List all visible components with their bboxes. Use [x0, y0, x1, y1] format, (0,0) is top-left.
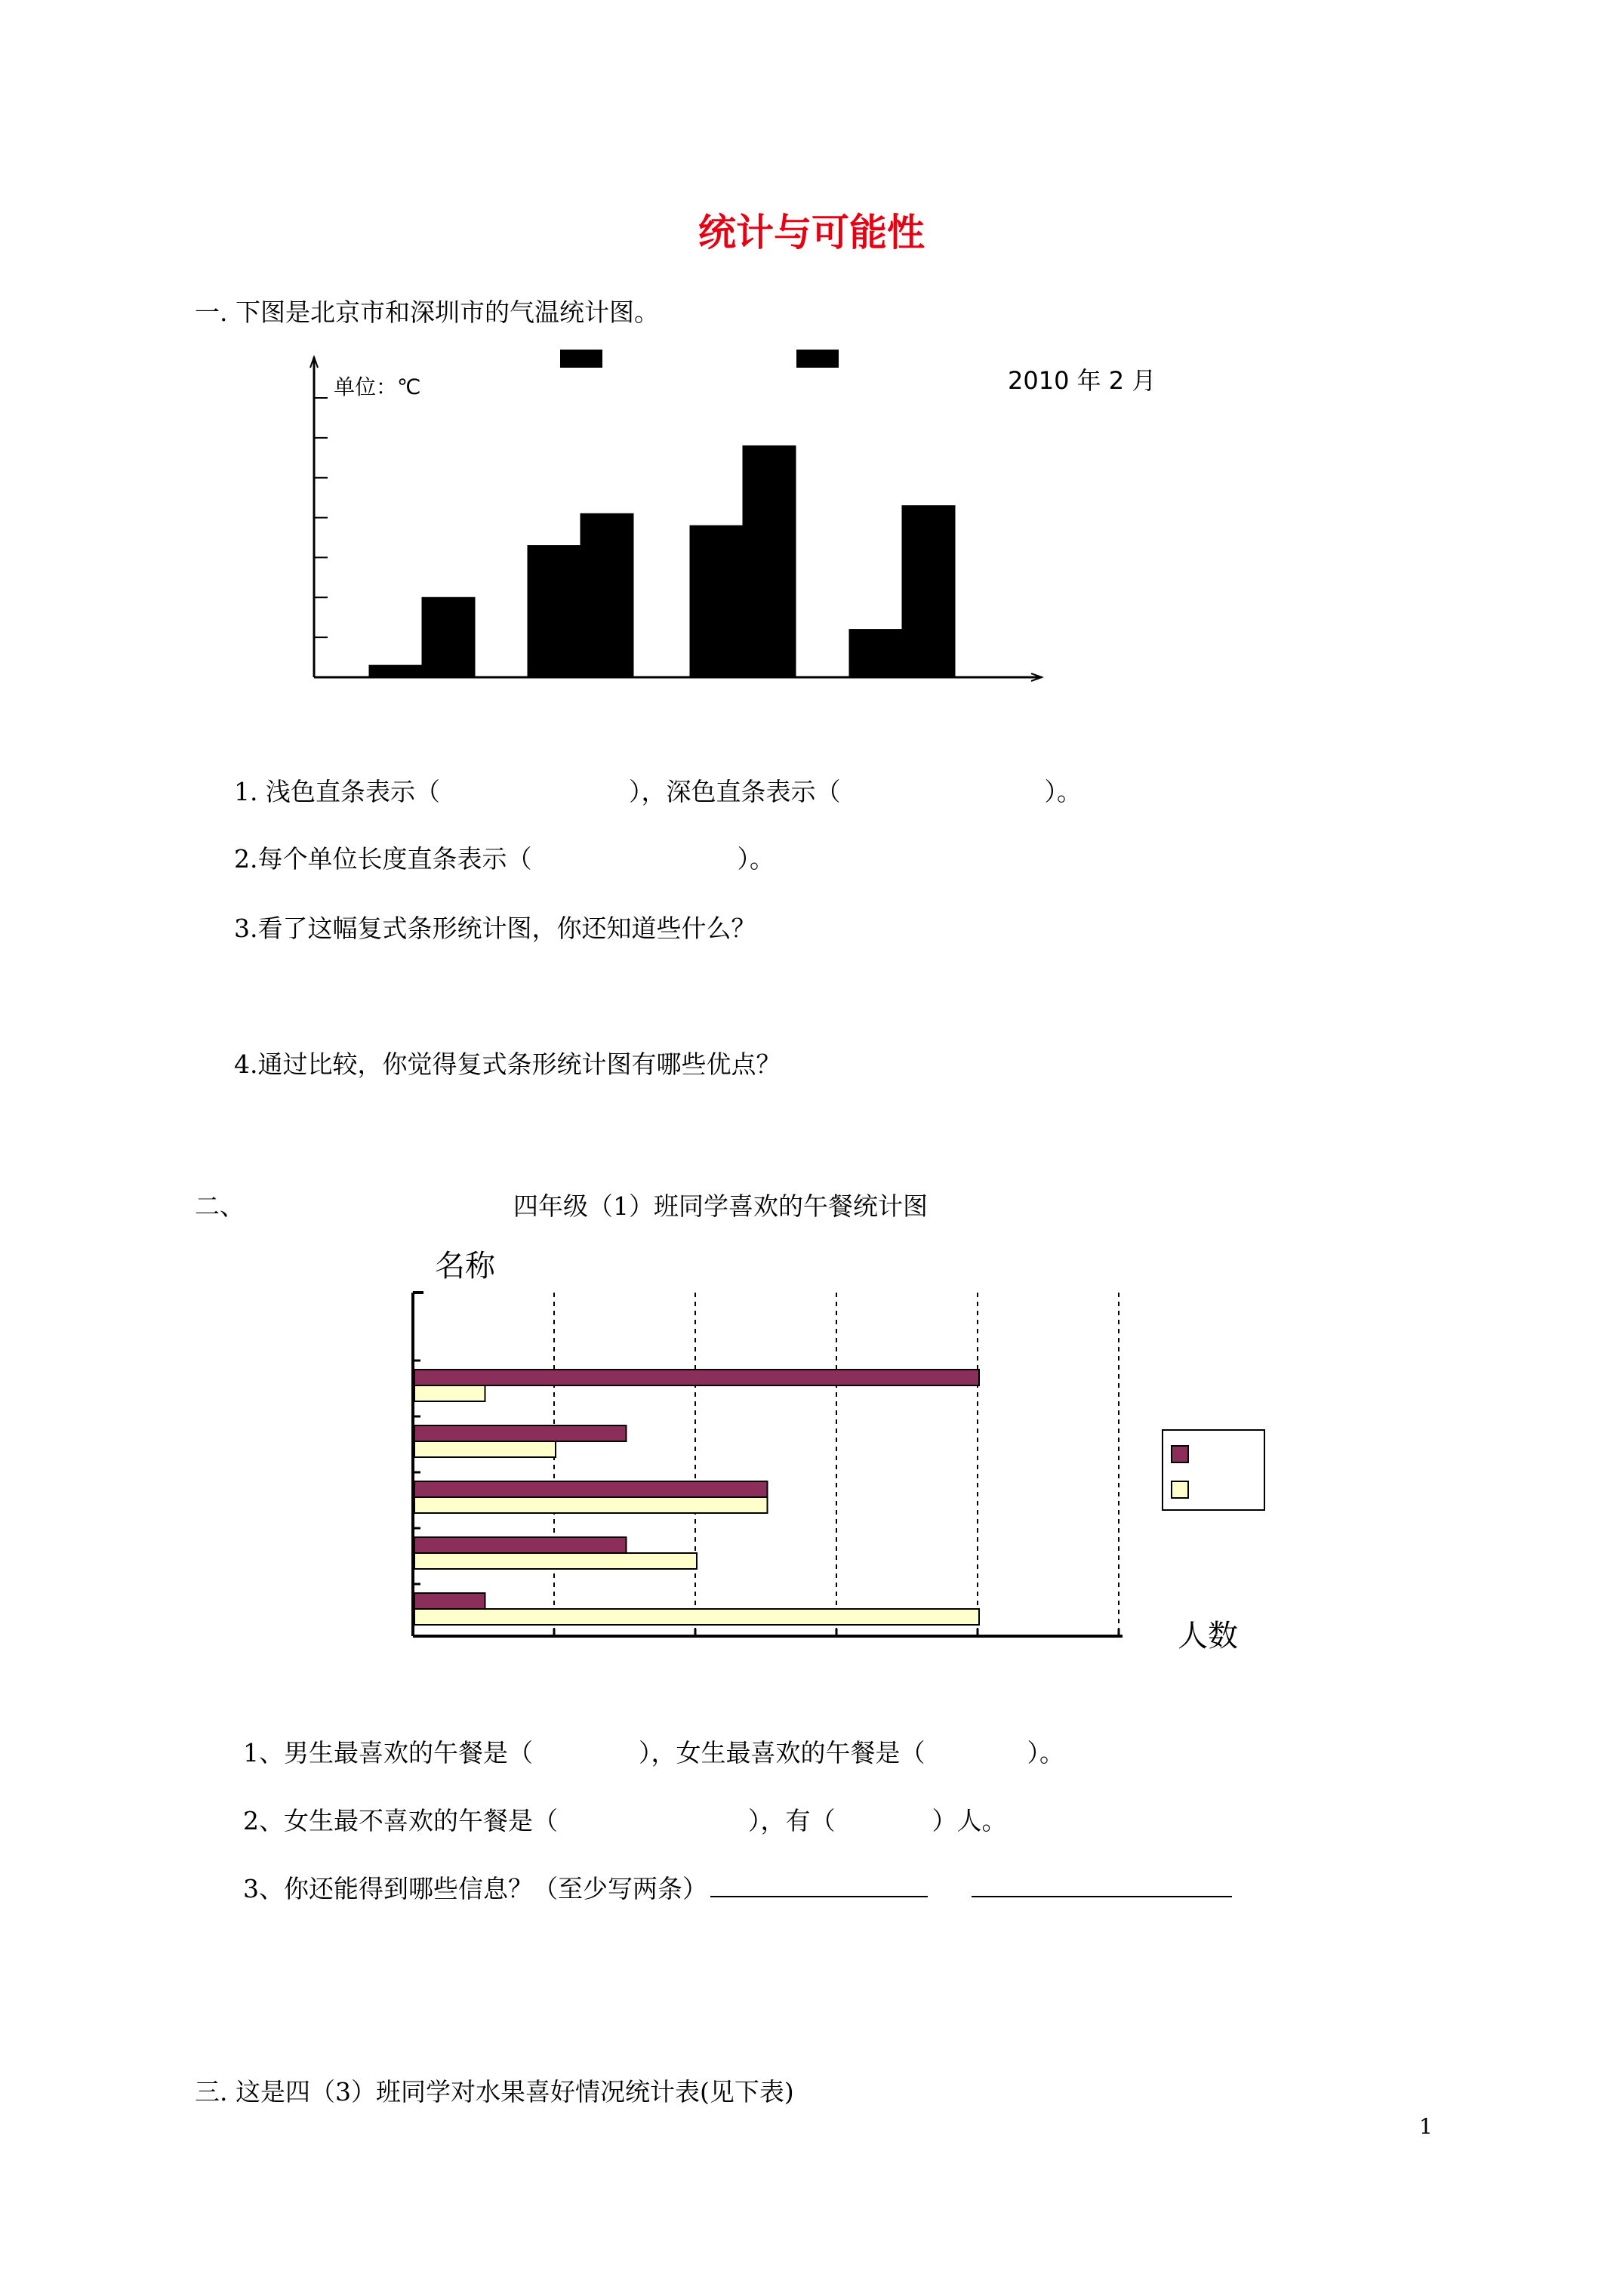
bar-s2-c5 [414, 1609, 979, 1625]
s1-question-1 [234, 772, 1082, 808]
bar-s1-c1 [414, 1370, 979, 1385]
bar-s2-c3 [743, 445, 796, 677]
bar-s2-c2 [414, 1441, 556, 1457]
legend-swatch-girls [1172, 1481, 1188, 1498]
s2-q2-part-a: 2、女生最不喜欢的午餐是（ [243, 1806, 558, 1835]
section2-heading: 四年级（1）班同学喜欢的午餐统计图 [513, 1191, 928, 1221]
bar-s1-c2 [414, 1425, 627, 1441]
s2-question-3 [243, 1869, 1232, 1905]
answer-line[interactable] [972, 1872, 1232, 1897]
bar-s2-c2 [581, 513, 633, 677]
legend-swatch-1 [560, 350, 602, 368]
bar-s1-c4 [414, 1537, 627, 1553]
section2-number: 二、 [195, 1191, 245, 1221]
s2-q2-part-c: ）人。 [932, 1806, 1007, 1835]
bar-s1-c2 [528, 546, 581, 677]
bar-s1-c3 [414, 1481, 768, 1497]
legend-swatch-2 [796, 350, 839, 368]
answer-line[interactable] [710, 1872, 928, 1897]
s1-q1-part-a: 1. 浅色直条表示（ [234, 777, 440, 806]
bar-s2-c1 [422, 597, 475, 677]
section1-heading: 一. 下图是北京市和深圳市的气温统计图。 [195, 297, 659, 327]
s1-question-4: 4.通过比较，你觉得复式条形统计图有哪些优点？ [234, 1049, 781, 1079]
section3-heading: 三. 这是四（3）班同学对水果喜好情况统计表(见下表) [195, 2077, 794, 2106]
s1-q1-part-b: ），深色直条表示（ [628, 777, 841, 806]
s1-question-3: 3.看了这幅复式条形统计图，你还知道些什么？ [234, 914, 756, 943]
bar-s2-c4 [414, 1553, 697, 1569]
bar-s2-c4 [902, 506, 955, 677]
bar-s1-c4 [849, 630, 902, 677]
s2-q1-part-c: ）。 [1027, 1738, 1064, 1767]
x-axis-label: 人数 [1178, 1619, 1238, 1653]
s2-question-1 [243, 1734, 1064, 1769]
bar-s1-c5 [414, 1593, 485, 1609]
y-axis-label: 名称 [435, 1249, 495, 1284]
s2-q1-part-a: 1、男生最喜欢的午餐是（ [243, 1738, 533, 1767]
s1-q2-part-a: 2.每个单位长度直条表示（ [234, 844, 532, 874]
s1-q2-part-b: ）。 [737, 844, 775, 874]
date-label: 2010 年 2 月 [1008, 366, 1156, 395]
bar-s1-c3 [690, 525, 743, 677]
s2-q1-part-b: ），女生最喜欢的午餐是（ [639, 1738, 925, 1767]
s2-q3-text: 3、你还能得到哪些信息？（至少写两条） [243, 1874, 707, 1903]
bar-s2-c1 [414, 1385, 485, 1401]
s1-q1-part-c: ）。 [1044, 777, 1082, 806]
temperature-bar-chart [287, 344, 1238, 698]
lunch-bar-chart [393, 1238, 1283, 1661]
s1-question-2 [234, 840, 775, 875]
unit-label: 单位：℃ [334, 374, 421, 399]
bar-s2-c3 [414, 1497, 768, 1513]
page-number: 1 [1419, 2114, 1433, 2139]
s2-question-2 [243, 1801, 1007, 1837]
legend-swatch-boys [1172, 1446, 1188, 1462]
page-title: 统计与可能性 [698, 211, 925, 254]
bar-s1-c1 [369, 665, 422, 677]
s2-q2-part-b: ），有（ [748, 1806, 836, 1835]
